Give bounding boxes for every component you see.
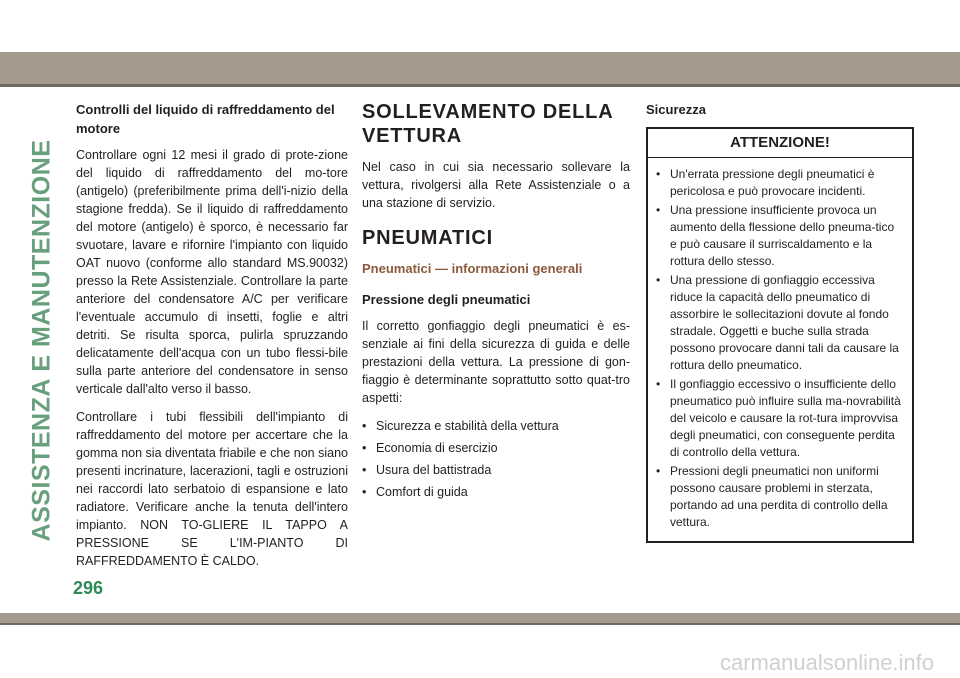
section-tab-label: ASSISTENZA E MANUTENZIONE — [27, 139, 56, 541]
tire-aspects-list — [362, 417, 630, 501]
watermark: carmanualsonline.info — [720, 650, 935, 675]
bullet-icon: • — [656, 464, 661, 478]
column-coolant — [76, 100, 348, 580]
coolant-paragraph-2: Controllare i tubi flessibili dell'impianto di raffreddamento del motore per accertare che la gomma non sia diventata friabile e che non siano presenti incrinature, lacerazioni, tagli e ostruzioni nei raccordi lato serbatoio di espansione e lato radiatore. Verificare anche la tenuta dell'intero impianto. NON TO-GLIERE IL TAPPO A PRESSIONE SE L'IM-PIANTO DI RAFFREDDAMENTO È CALDO. — [76, 410, 348, 568]
list-item: • Il gonfiaggio eccessivo o insufficiente dello pneumatico può influire sulla ma-novrabilità del veicolo e causare la rot-tura improvvisa degli pneumatici, con conseguente perdita di controllo della vettura. — [656, 377, 901, 459]
lifting-title: SOLLEVAMENTO DELLA VETTURA — [362, 101, 613, 147]
list-item: • Usura del battistrada — [362, 463, 492, 477]
tires-title: PNEUMATICI — [362, 227, 493, 249]
list-item: • Pressioni degli pneumatici non uniformi possono causare problemi in sterzata, portando ad una perdita di controllo della vettura. — [656, 464, 888, 529]
list-item: • Una pressione di gonfiaggio eccessiva riduce la capacità dello pneumatico di assorbire le sollecitazioni dovute al fondo stradale. Oggetti e buche sulla strada possono provocare danni tali da causare la rottura dello pneumatico. — [656, 273, 899, 372]
footer-rule — [0, 623, 960, 625]
column-safety — [646, 100, 914, 543]
page-number: 296 — [73, 578, 104, 598]
tire-pressure-paragraph: Il corretto gonfiaggio degli pneumatici è es-senziale ai fini della sicurezza di guida e delle prestazioni della vettura. La pressione di gon-fiaggio è determinante soprattutto sotto quat-tro aspetti: — [362, 319, 630, 405]
list-item: • Comfort di guida — [362, 485, 468, 499]
bullet-icon: • — [362, 485, 367, 499]
safety-heading: Sicurezza — [646, 102, 706, 117]
bullet-icon: • — [656, 377, 661, 391]
warning-box — [646, 127, 914, 543]
header-rule — [0, 84, 960, 87]
header-band — [0, 52, 960, 84]
warning-list — [656, 166, 904, 531]
tire-pressure-heading: Pressione degli pneumatici — [362, 292, 531, 307]
bullet-icon: • — [362, 441, 367, 455]
bullet-icon: • — [656, 167, 661, 181]
bullet-icon: • — [362, 419, 367, 433]
list-item: • Economia di esercizio — [362, 441, 498, 455]
lifting-paragraph: Nel caso in cui sia necessario sollevare la vettura, rivolgersi alla Rete Assistenziale o a una stazione di servizio. — [362, 160, 630, 210]
bullet-icon: • — [656, 273, 661, 287]
bullet-icon: • — [362, 463, 367, 477]
column-lifting-tires — [362, 100, 630, 505]
section-tab — [22, 100, 62, 580]
warning-title: ATTENZIONE! — [648, 129, 912, 158]
footer-band — [0, 613, 960, 623]
list-item: • Una pressione insufficiente provoca un aumento della flessione dello pneuma-tico e può causare il surriscaldamento e la rottura dello stesso. — [656, 203, 895, 268]
bullet-icon: • — [656, 203, 661, 217]
coolant-heading: Controlli del liquido di raffreddamento del motore — [76, 102, 335, 136]
list-item: • Sicurezza e stabilità della vettura — [362, 419, 559, 433]
coolant-paragraph-1: Controllare ogni 12 mesi il grado di prote-zione del liquido di raffreddamento del mo-tore (antigelo) (preferibilmente prima dell'i-nizio della stagione fredda). Se il liquido di raffreddamento del motore (antigelo) è sporco, è necessario far svuotare, lavare e rifornire l'impianto con liquido OAT nuovo (conforme allo standard MS.90032) presso la Rete Assistenziale. Controllare la parte anteriore del condensatore A/C per verificare l'eventuale accumulo di insetti, foglie e altri detriti. Se risulta sporca, pulirla spruzzando delicatamente dell'acqua con un tubo flessi-bile sulla parte anteriore del condensatore in senso verticale dall'alto verso il basso. — [76, 148, 348, 396]
list-item: • Un'errata pressione degli pneumatici è pericolosa e può provocare incidenti. — [656, 167, 875, 198]
warning-body — [648, 158, 912, 541]
tires-subtitle: Pneumatici — informazioni generali — [362, 261, 583, 276]
